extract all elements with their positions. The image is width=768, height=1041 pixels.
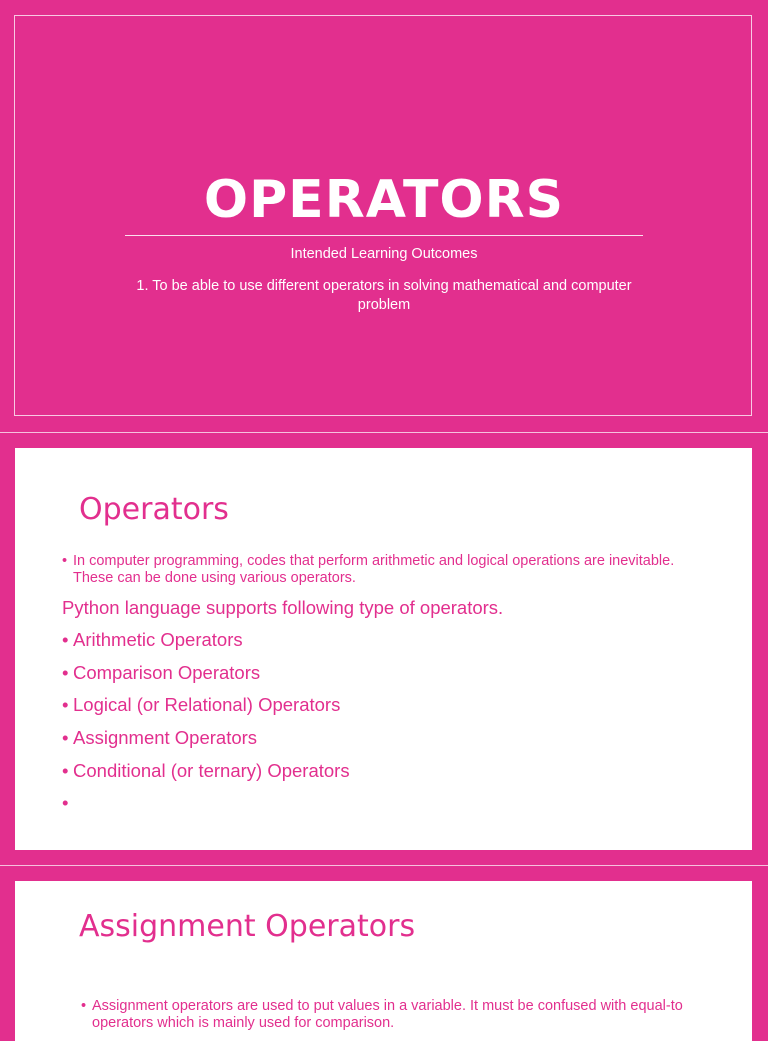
- list-item: [62, 693, 662, 726]
- bullet-icon: •: [62, 553, 68, 569]
- bullet-icon: •: [62, 759, 69, 781]
- list-item: [62, 628, 662, 661]
- title-slide-subtitle: Intended Learning Outcomes: [290, 246, 478, 262]
- slide-separator: [0, 865, 768, 866]
- bullet-icon: •: [81, 998, 87, 1014]
- operator-type-label: Comparison Operators: [73, 661, 261, 683]
- operator-type-label: Conditional (or ternary) Operators: [73, 759, 350, 781]
- learning-outcome-text: 1. To be able to use different operators in solving mathematical and computer problem: [136, 278, 632, 313]
- bullet-icon: •: [62, 727, 69, 749]
- title-slide: [0, 0, 768, 432]
- operators-slide: [15, 448, 752, 850]
- bullet-icon: •: [62, 792, 69, 814]
- intro-bullet-item: [81, 998, 692, 1032]
- operator-types-list: [62, 628, 662, 824]
- bullet-icon: •: [62, 661, 69, 683]
- operator-type-label: Arithmetic Operators: [73, 629, 243, 650]
- list-item: [62, 791, 662, 824]
- operator-type-label: Logical (or Relational) Operators: [73, 694, 341, 716]
- slide-separator: [0, 432, 768, 433]
- list-item: [62, 759, 662, 792]
- slide-title: Assignment Operators: [79, 909, 416, 944]
- title-divider: [125, 235, 643, 236]
- bullet-icon: •: [62, 629, 69, 650]
- list-item: [62, 661, 662, 694]
- bullet-icon: •: [62, 694, 69, 716]
- intro-bullet-item: [62, 553, 713, 587]
- assignment-operators-slide: [15, 881, 752, 1041]
- list-item: [62, 726, 662, 759]
- slide-title: Operators: [79, 492, 229, 527]
- title-slide-heading: OPERATORS: [203, 170, 565, 230]
- operator-type-label: Assignment Operators: [73, 727, 258, 749]
- lead-text: Python language supports following type of operators.: [62, 597, 504, 618]
- intro-text: Assignment operators are used to put values in a variable. It must be confused with equal-to operators which is mainly used for comparison.: [92, 998, 683, 1031]
- intro-text: In computer programming, codes that perform arithmetic and logical operations are inevitable. These can be done using various operators.: [73, 553, 675, 586]
